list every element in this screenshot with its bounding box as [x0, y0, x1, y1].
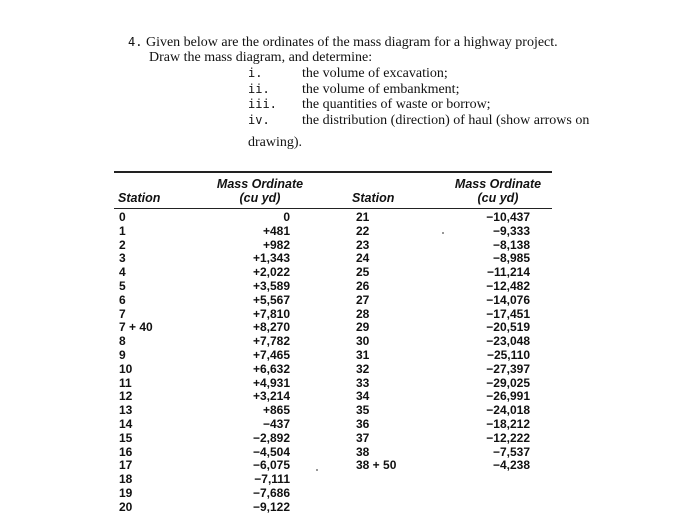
ordinate-column-right — [455, 211, 530, 473]
table-cell: 13 — [119, 403, 133, 418]
table-cell: +481 — [262, 223, 290, 238]
table-cell: +4,931 — [252, 375, 290, 390]
table-cell: −25,110 — [486, 347, 530, 362]
part-text: the volume of excavation; — [302, 66, 448, 81]
table-cell: −7,537 — [492, 444, 530, 459]
table-cell: 3 — [119, 251, 126, 266]
table-cell: +3,214 — [252, 389, 290, 404]
problem-parts-list — [248, 66, 608, 128]
part-numeral: iii. — [248, 97, 277, 111]
problem-line-1 — [128, 34, 558, 51]
table-cell: 19 — [119, 485, 133, 500]
part-item — [248, 97, 608, 113]
table-cell: 38 + 50 — [356, 458, 397, 473]
ordinate-column-left — [200, 211, 290, 515]
station-column-right — [356, 211, 396, 473]
header-mass-ordinate-right — [443, 177, 553, 205]
table-cell: 10 — [119, 361, 133, 376]
speck-mark — [442, 232, 444, 234]
problem-number: 4. — [128, 35, 143, 49]
table-cell: 28 — [356, 306, 370, 321]
problem-intro: Given below are the ordinates of the mass diagram for a highway project. — [145, 35, 558, 50]
header-mass-ordinate-label: Mass Ordinate — [454, 177, 542, 191]
part-text: the quantities of waste or borrow; — [302, 97, 491, 112]
table-cell: 7 + 40 — [119, 320, 153, 335]
table-cell: 12 — [119, 389, 133, 404]
table-cell: −8,985 — [492, 251, 530, 266]
table-cell: −11,214 — [486, 265, 530, 280]
table-cell: −23,048 — [486, 334, 530, 349]
part-numeral: iv. — [248, 112, 270, 127]
table-top-rule — [114, 171, 552, 173]
table-cell: +865 — [262, 403, 290, 418]
table-cell: 0 — [119, 210, 126, 224]
table-cell: −14,076 — [486, 292, 530, 307]
table-cell: −12,222 — [486, 430, 530, 445]
table-cell: 25 — [356, 265, 370, 280]
table-cell: −7,686 — [252, 485, 290, 500]
table-cell: −2,892 — [252, 430, 290, 445]
table-cell: +7,782 — [252, 334, 290, 349]
table-cell: −20,519 — [486, 320, 530, 335]
part-continuation: drawing). — [248, 135, 303, 150]
table-cell: 18 — [119, 472, 133, 487]
table-cell: 36 — [356, 416, 370, 431]
table-cell: 22 — [356, 223, 370, 238]
table-cell: −9,333 — [492, 223, 530, 238]
header-station-right: Station — [352, 191, 395, 205]
table-cell: 6 — [119, 292, 126, 307]
table-cell: +5,567 — [252, 292, 290, 307]
table-cell: +2,022 — [252, 265, 290, 280]
part-item — [248, 113, 608, 129]
table-cell: 5 — [119, 278, 126, 293]
header-mass-ordinate-label: Mass Ordinate — [216, 177, 304, 191]
table-cell: +982 — [262, 237, 290, 252]
header-station-left: Station — [118, 191, 161, 205]
table-cell: 31 — [356, 347, 370, 362]
header-unit-label: (cu yd) — [477, 191, 519, 205]
table-cell: 21 — [356, 210, 370, 224]
table-cell: +3,589 — [252, 278, 290, 293]
station-column-left — [119, 211, 153, 515]
table-cell: +1,343 — [252, 251, 290, 266]
speck-mark — [316, 469, 318, 471]
table-cell: −29,025 — [486, 375, 530, 390]
table-cell: −27,397 — [486, 361, 530, 376]
part-text: the volume of embankment; — [302, 81, 460, 97]
part-item — [248, 82, 608, 98]
table-cell: 37 — [356, 430, 370, 445]
table-cell: 33 — [356, 375, 370, 390]
table-cell: 1 — [119, 223, 126, 238]
table-cell: 30 — [356, 334, 370, 349]
table-cell: −10,437 — [486, 210, 530, 224]
problem-line-2: Draw the mass diagram, and determine: — [149, 50, 373, 65]
part-numeral: ii. — [248, 81, 270, 96]
table-cell: −7,111 — [254, 472, 290, 487]
table-cell: 4 — [119, 265, 126, 280]
table-cell: −4,504 — [252, 444, 290, 459]
table-cell: 7 — [119, 306, 126, 321]
table-cell: 29 — [356, 320, 370, 335]
table-cell: 9 — [119, 347, 126, 362]
table-cell: 17 — [119, 458, 133, 473]
table-cell: −437 — [262, 416, 290, 431]
part-text: the distribution (direction) of haul (show arrows on — [302, 112, 590, 128]
table-cell: 15 — [119, 430, 133, 445]
table-cell: 20 — [119, 499, 133, 514]
table-cell: 27 — [356, 292, 370, 307]
table-cell: 0 — [283, 210, 290, 224]
table-cell: 11 — [119, 375, 132, 390]
table-cell: −12,482 — [486, 278, 530, 293]
table-cell: −24,018 — [486, 403, 530, 418]
table-cell: 38 — [356, 444, 370, 459]
table-cell: −18,212 — [486, 416, 530, 431]
header-mass-ordinate-left — [205, 177, 315, 205]
table-cell: 34 — [356, 389, 370, 404]
table-cell: +8,270 — [252, 320, 290, 335]
table-cell: −9,122 — [252, 499, 290, 514]
table-cell: +7,465 — [252, 347, 290, 362]
table-cell: 32 — [356, 361, 370, 376]
table-cell: 35 — [356, 403, 370, 418]
table-cell: −4,238 — [492, 458, 530, 473]
table-cell: 26 — [356, 278, 370, 293]
table-cell: −17,451 — [486, 306, 530, 321]
table-header-rule — [114, 208, 552, 209]
header-unit-label: (cu yd) — [239, 191, 281, 205]
table-cell: 24 — [356, 251, 370, 266]
table-cell: +7,810 — [252, 306, 290, 321]
table-cell: −26,991 — [486, 389, 530, 404]
table-cell: 14 — [119, 416, 133, 431]
table-cell: 16 — [119, 444, 133, 459]
table-cell: 8 — [119, 334, 126, 349]
table-cell: 23 — [356, 237, 370, 252]
part-numeral: i. — [248, 66, 263, 80]
part-item — [248, 66, 608, 82]
table-cell: +6,632 — [252, 361, 290, 376]
table-cell: −6,075 — [252, 458, 290, 473]
table-cell: 2 — [119, 237, 126, 252]
table-cell: −8,138 — [492, 237, 530, 252]
